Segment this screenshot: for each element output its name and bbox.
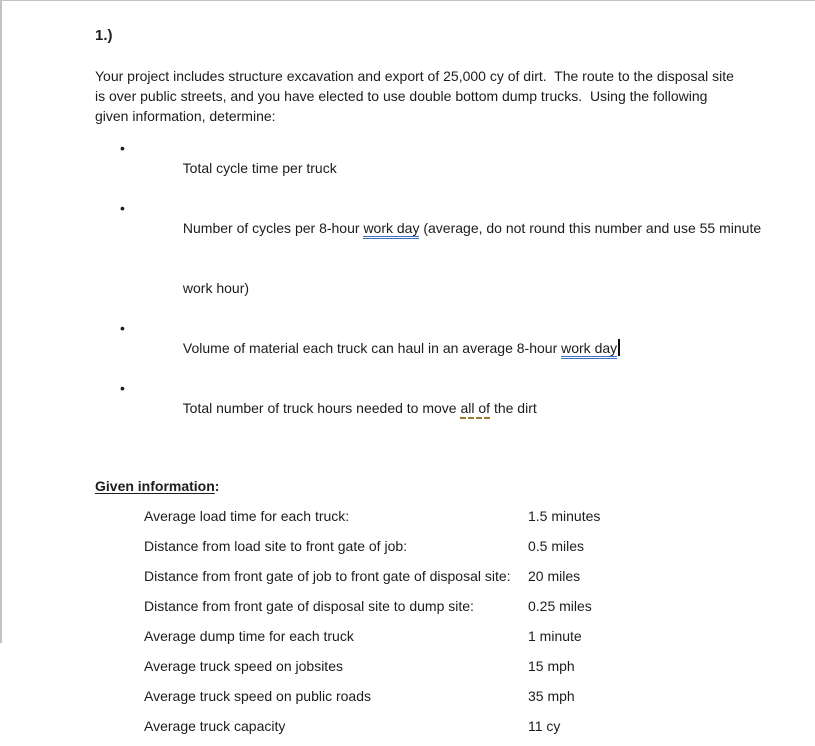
bullet-marker: • (120, 380, 125, 396)
bullet-text: Total cycle time per truck (182, 160, 337, 176)
intro-paragraph (95, 66, 775, 126)
given-information-heading-text: Given information (95, 478, 215, 494)
row-label: Average truck speed on jobsites (144, 658, 343, 674)
bullet-text: Total number of truck hours needed to move (182, 400, 461, 416)
table-row (95, 626, 775, 656)
bullet-item-cycles-per-day (95, 198, 775, 318)
intro-line: Your project includes structure excavation and export of 25,000 cy of dirt. The route to the disposal site (95, 68, 734, 84)
row-value: 1 minute (528, 628, 582, 644)
table-row (95, 596, 775, 626)
bullet-item-total-truck-hours (95, 378, 775, 438)
bullet-marker: • (120, 140, 125, 156)
row-value: 35 mph (528, 688, 575, 704)
bullet-item-cycle-time (95, 138, 775, 198)
row-label: Distance from front gate of disposal site to dump site: (144, 598, 474, 614)
bullet-text: Number of cycles per 8-hour (182, 220, 364, 236)
table-row (95, 506, 775, 536)
style-suggestion-underline: all of (460, 400, 490, 419)
bullet-marker: • (120, 320, 125, 336)
given-information-heading-colon: : (214, 478, 220, 494)
intro-line: is over public streets, and you have elected to use double bottom dump trucks. Using the following (95, 88, 708, 104)
row-value: 1.5 minutes (528, 508, 601, 524)
grammar-check-underline: work day (561, 340, 617, 359)
row-label: Distance from front gate of job to front gate of disposal site: (144, 568, 511, 584)
determine-bullet-list (95, 138, 775, 438)
grammar-check-underline: work day (363, 220, 419, 239)
row-label: Average truck capacity (144, 718, 286, 734)
given-info-table (95, 506, 775, 746)
row-label: Average load time for each truck: (144, 508, 350, 524)
bullet-marker: • (120, 200, 125, 216)
table-row (95, 566, 775, 596)
problem-number-heading: 1.) (95, 27, 113, 44)
table-row (95, 536, 775, 566)
given-information-heading (95, 476, 775, 496)
bullet-text-wrap-line: work hour) (182, 280, 250, 296)
bullet-text: the dirt (490, 400, 537, 416)
row-value: 0.25 miles (528, 598, 592, 614)
row-label: Average dump time for each truck (144, 628, 354, 644)
row-value: 15 mph (528, 658, 575, 674)
bullet-item-volume-per-day (95, 318, 775, 378)
row-label: Distance from load site to front gate of job: (144, 538, 408, 554)
table-row (95, 686, 775, 716)
table-row (95, 656, 775, 686)
text-cursor (618, 339, 620, 356)
row-value: 11 cy (528, 718, 561, 734)
table-row (95, 716, 775, 746)
row-value: 20 miles (528, 568, 581, 584)
row-value: 0.5 miles (528, 538, 585, 554)
bullet-text: (average, do not round this number and use 55 minute (419, 220, 762, 236)
row-label: Average truck speed on public roads (144, 688, 371, 704)
intro-line: given information, determine: (95, 108, 276, 124)
bullet-text: Volume of material each truck can haul in an average 8-hour (182, 340, 562, 356)
